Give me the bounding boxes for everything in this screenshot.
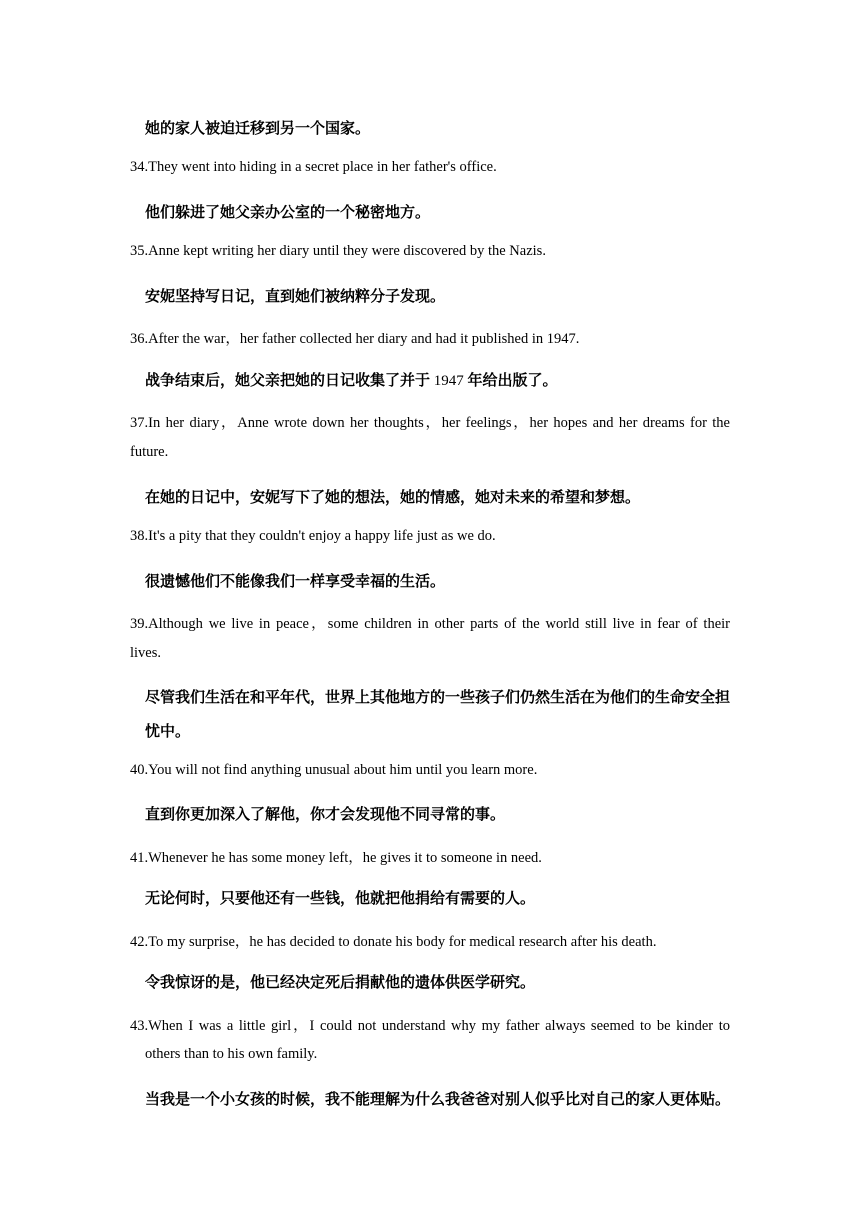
translation-36-part-b: 年给出版了。 — [467, 371, 558, 389]
sentence-37-line-1: 37.In her diary，Anne wrote down her thoughts，her feelings，her hopes and her dreams for the — [130, 415, 730, 431]
translation-43: 当我是一个小女孩的时候，我不能理解为什么我爸爸对别人似乎比对自己的家人更体贴。 — [145, 1090, 731, 1108]
translation-41: 无论何时，只要他还有一些钱，他就把他捐给有需要的人。 — [145, 889, 536, 907]
sentence-41: 41.Whenever he has some money left，he gives it to someone in need. — [130, 850, 542, 866]
sentence-38: 38.It's a pity that they couldn't enjoy a happy life just as we do. — [130, 528, 496, 544]
sentence-42: 42.To my surprise，he has decided to donate his body for medical research after his death. — [130, 934, 657, 950]
sentence-34: 34.They went into hiding in a secret place in her father's office. — [130, 159, 497, 175]
translation-36-year: 1947 — [430, 373, 468, 389]
sentence-39-line-1: 39.Although we live in peace，some children in other parts of the world still live in fear of their — [130, 616, 730, 632]
sentence-39-line-2: lives. — [130, 645, 162, 661]
translation-36 — [145, 369, 558, 390]
sentence-43-line-2: others than to his own family. — [145, 1046, 318, 1062]
translation-34: 他们躲进了她父亲办公室的一个秘密地方。 — [145, 203, 431, 221]
sentence-36: 36.After the war，her father collected her diary and had it published in 1947. — [130, 331, 580, 347]
translation-33: 她的家人被迫迁移到另一个国家。 — [145, 119, 371, 137]
translation-36-part-a: 战争结束后，她父亲把她的日记收集了并于 — [145, 371, 431, 389]
translation-39-line-2: 忧中。 — [145, 722, 191, 740]
translation-42: 令我惊讶的是，他已经决定死后捐献他的遗体供医学研究。 — [145, 973, 536, 991]
sentence-40: 40.You will not find anything unusual about him until you learn more. — [130, 762, 538, 778]
sentence-37-line-2: future. — [130, 444, 169, 460]
translation-40: 直到你更加深入了解他，你才会发现他不同寻常的事。 — [145, 805, 506, 823]
translation-38: 很遗憾他们不能像我们一样享受幸福的生活。 — [145, 572, 446, 590]
translation-35: 安妮坚持写日记，直到她们被纳粹分子发现。 — [145, 287, 446, 305]
translation-39-line-1: 尽管我们生活在和平年代，世界上其他地方的一些孩子们仍然生活在为他们的生命安全担 — [145, 688, 731, 706]
sentence-35: 35.Anne kept writing her diary until they were discovered by the Nazis. — [130, 243, 546, 259]
translation-37: 在她的日记中，安妮写下了她的想法，她的情感，她对未来的希望和梦想。 — [145, 488, 641, 506]
sentence-43-line-1: 43.When I was a little girl，I could not understand why my father always seemed to be kinder to — [130, 1018, 730, 1034]
